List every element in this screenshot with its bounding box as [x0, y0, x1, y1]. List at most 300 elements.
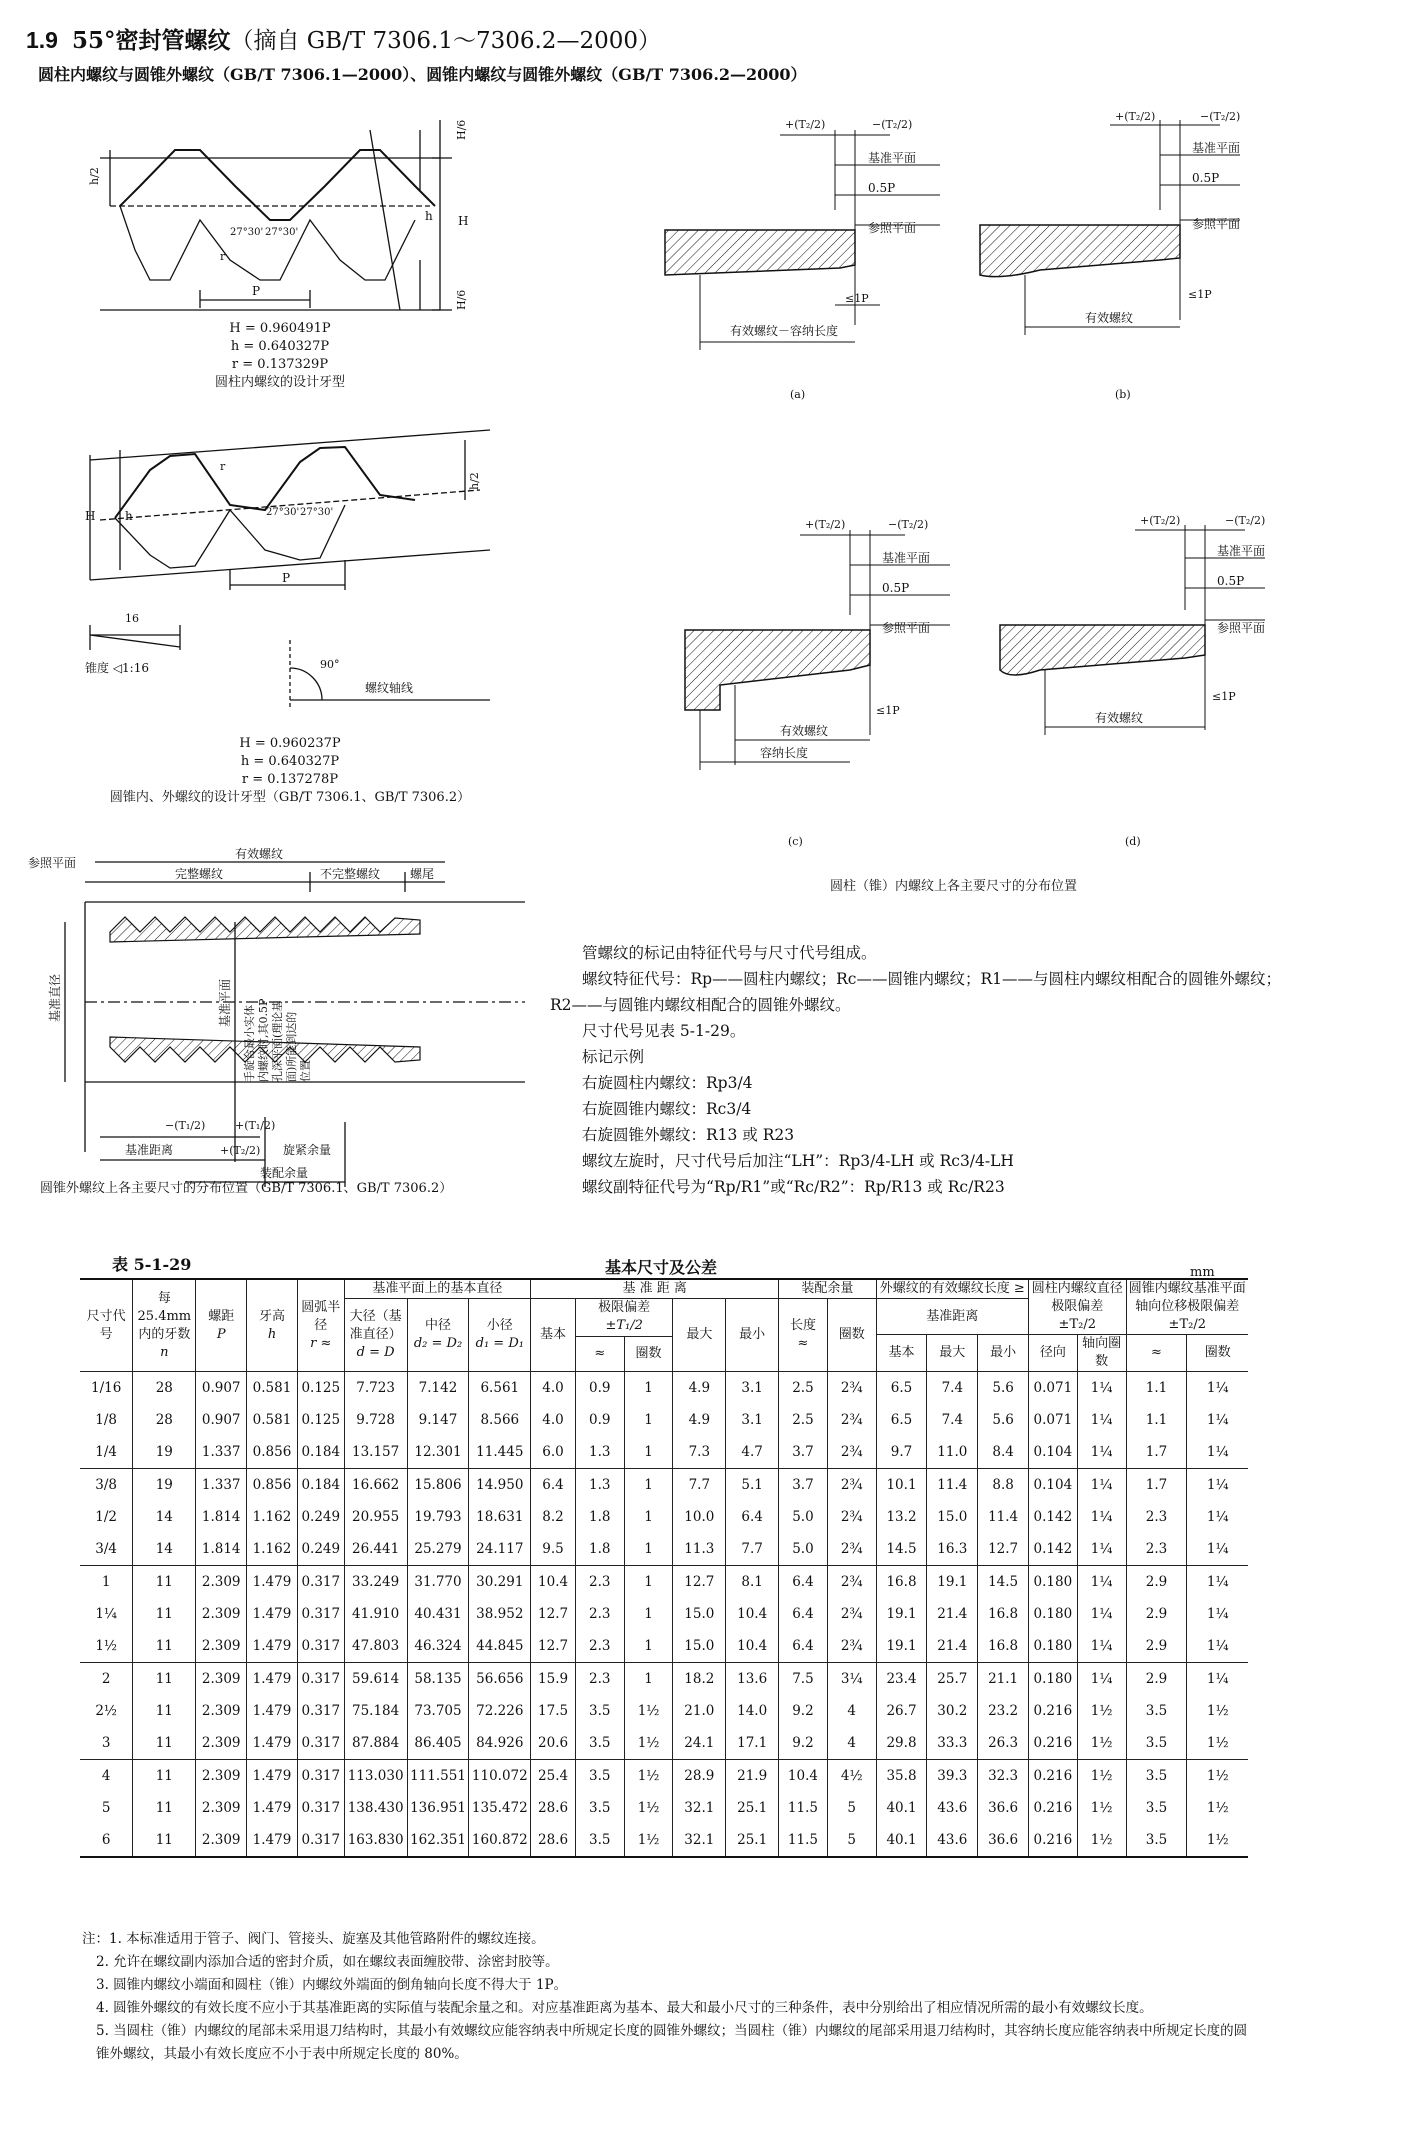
table-cell: 1: [624, 1436, 673, 1469]
table-cell: 0.249: [297, 1533, 344, 1566]
table-cell: 0.856: [247, 1469, 298, 1502]
table-cell: 1½: [624, 1695, 673, 1727]
table-cell: 2.309: [196, 1695, 247, 1727]
table-cell: 15.0: [673, 1598, 726, 1630]
taper-angle2-label: 27°30': [300, 507, 334, 518]
table-cell: 46.324: [407, 1630, 469, 1663]
table-cell: 4: [827, 1695, 876, 1727]
table-cell: 21.4: [927, 1630, 978, 1663]
r-label: r: [220, 250, 226, 263]
table-cell: 20.6: [531, 1727, 576, 1760]
cyl-formulas: [150, 320, 410, 392]
table-cell: 19.793: [407, 1501, 469, 1533]
taper-h-half-label: h/2: [468, 472, 481, 490]
table-cell: 3.7: [779, 1436, 828, 1469]
table-cell: 8.566: [469, 1404, 531, 1436]
table-cell: 4.9: [673, 1404, 726, 1436]
c-ref-plane: 参照平面: [882, 621, 931, 635]
table-cell: 25.279: [407, 1533, 469, 1566]
table-cell: 84.926: [469, 1727, 531, 1760]
table-row: [80, 1630, 1248, 1663]
note-1: 注：1. 本标准适用于管子、阀门、管接头、旋塞及其他管路附件的螺纹连接。: [82, 1931, 545, 1947]
table-cell: 1½: [624, 1792, 673, 1824]
a-less-p: ≤1P: [845, 292, 869, 305]
table-cell: 18.2: [673, 1663, 726, 1696]
section-number: 1.9: [26, 27, 58, 53]
table-cell: 0.9: [575, 1372, 624, 1405]
table-cell: 18.631: [469, 1501, 531, 1533]
th-length: [779, 1299, 828, 1372]
note-3: 3. 圆锥内螺纹小端面和圆柱（锥）内螺纹外端面的倒角轴向长度不得大于 1P。: [96, 1977, 568, 1993]
table-cell: 1¼: [1077, 1663, 1126, 1696]
ext-base-dist: 基准距离: [125, 1143, 174, 1157]
table-cell: 36.6: [978, 1792, 1029, 1824]
table-cell: 110.072: [469, 1760, 531, 1793]
table-cell: 6.0: [531, 1436, 576, 1469]
table-cell: 38.952: [469, 1598, 531, 1630]
th-size-text: 尺寸代号: [86, 1308, 126, 1342]
h-half-label: h/2: [88, 167, 101, 185]
table-cell: 23.2: [978, 1695, 1029, 1727]
table-cell: 15.0: [927, 1501, 978, 1533]
d-base-plane: 基准平面: [1217, 544, 1266, 558]
table-cell: 3.1: [726, 1404, 779, 1436]
th-dev: [575, 1299, 673, 1337]
P-label: P: [252, 284, 261, 298]
table-cell: 135.472: [469, 1792, 531, 1824]
table-row: [80, 1436, 1248, 1469]
ext-tail: 螺尾: [410, 867, 435, 881]
page-title: [26, 22, 661, 55]
cyl-formula-h: h = 0.640327P: [230, 339, 330, 354]
table-cell: 1¼: [1077, 1404, 1126, 1436]
table-cell: 0.581: [247, 1372, 298, 1405]
table-cell: 8.4: [978, 1436, 1029, 1469]
th-tpi-text: 每25.4mm内的牙数: [137, 1290, 192, 1342]
th-basic-text: 基本: [540, 1327, 567, 1342]
table-cell: 1½: [624, 1727, 673, 1760]
table-cell: 0.907: [196, 1404, 247, 1436]
th-base-dia: [344, 1279, 531, 1299]
table-cell: 0.071: [1029, 1372, 1078, 1405]
table-cell: 1½: [1187, 1824, 1248, 1857]
table-cell: 1.7: [1126, 1469, 1187, 1502]
th-minor-sym: d₁ = D₁: [475, 1336, 524, 1351]
th-major: [344, 1299, 407, 1372]
table-cell: 6.4: [779, 1598, 828, 1630]
th-basic: [531, 1299, 576, 1372]
table-cell: 10.4: [531, 1566, 576, 1599]
th-pitch: [196, 1279, 247, 1372]
table-row: [80, 1760, 1248, 1793]
table-cell: 0.317: [297, 1727, 344, 1760]
table-cell: 2.309: [196, 1727, 247, 1760]
table-cell: 2.309: [196, 1663, 247, 1696]
internal-position-figures: [640, 110, 1420, 900]
th-major-text: 大径（基准直径）: [349, 1309, 402, 1342]
table-cell: 12.301: [407, 1436, 469, 1469]
table-row: [80, 1727, 1248, 1760]
table-cell: 21.9: [726, 1760, 779, 1793]
table-cell: 33.249: [344, 1566, 407, 1599]
diagram-c: [685, 518, 950, 848]
table-cell: 1.7: [1126, 1436, 1187, 1469]
table-row: [80, 1533, 1248, 1566]
table-cell: 8.8: [978, 1469, 1029, 1502]
ext-note-line-1: 手旋合最小实体: [243, 1005, 256, 1082]
table-cell: 4: [827, 1727, 876, 1760]
th-minor-text: 小径: [486, 1318, 513, 1333]
table-cell: 0.216: [1029, 1727, 1078, 1760]
table-cell: 7.7: [673, 1469, 726, 1502]
table-cell: 7.723: [344, 1372, 407, 1405]
table-head: [80, 1279, 1248, 1372]
table-cell: 4: [80, 1760, 133, 1793]
table-cell: 136.951: [407, 1792, 469, 1824]
table-row: [80, 1695, 1248, 1727]
table-cell: 1.479: [247, 1760, 298, 1793]
th-basic2-text: 基本: [888, 1345, 915, 1360]
table-cell: 13.6: [726, 1663, 779, 1696]
table-cell: 0.9: [575, 1404, 624, 1436]
marking-section: [550, 940, 1382, 1200]
table-cell: 2.309: [196, 1760, 247, 1793]
th-approx-text: ≈: [594, 1345, 606, 1361]
ext-note-line-5: 位置: [299, 1060, 312, 1082]
taper-16-label: 16: [125, 612, 139, 625]
table-cell: 25.7: [927, 1663, 978, 1696]
table-cell: 2.3: [575, 1566, 624, 1599]
b-tol-plus: +(T₂/2): [1115, 110, 1156, 123]
table-cell: 1.479: [247, 1824, 298, 1857]
table-cell: 7.142: [407, 1372, 469, 1405]
th-turns-text: 圈数: [635, 1345, 662, 1361]
table-cell: 5: [80, 1792, 133, 1824]
table-cell: 3.5: [575, 1792, 624, 1824]
table-cell: 3.5: [575, 1695, 624, 1727]
table-cell: 2.9: [1126, 1566, 1187, 1599]
table-cell: 1½: [1077, 1727, 1126, 1760]
table-cell: 0.180: [1029, 1630, 1078, 1663]
table-cell: 0.317: [297, 1630, 344, 1663]
table-cell: 6.4: [531, 1469, 576, 1502]
table-cell: 6.561: [469, 1372, 531, 1405]
table-cell: 0.856: [247, 1436, 298, 1469]
table-unit: mm: [1190, 1265, 1215, 1280]
table-cell: 5: [827, 1824, 876, 1857]
table-cell: 14.5: [876, 1533, 927, 1566]
table-cell: 0.317: [297, 1695, 344, 1727]
table-cell: 113.030: [344, 1760, 407, 1793]
table-cell: 9.2: [779, 1727, 828, 1760]
th-max2-text: 最大: [939, 1345, 966, 1360]
d-eff-len: 有效螺纹: [1095, 711, 1144, 725]
ext-caption: 圆锥外螺纹上各主要尺寸的分布位置（GB/T 7306.1、GB/T 7306.2）: [40, 1181, 453, 1196]
table-cell: 3.5: [1126, 1727, 1187, 1760]
table-cell: 2¾: [827, 1566, 876, 1599]
b-tol-minus: −(T₂/2): [1200, 110, 1241, 123]
table-cell: 7.3: [673, 1436, 726, 1469]
th-height-text: 牙高: [259, 1308, 286, 1324]
table-cell: 24.1: [673, 1727, 726, 1760]
th-cyl-tol-text: 圆柱内螺纹直径极限偏差 ±T₂/2: [1031, 1281, 1123, 1332]
th-radial-text: 径向: [1039, 1345, 1066, 1360]
th-radial: [1029, 1335, 1078, 1372]
th-axial-text: 轴向圈数: [1082, 1336, 1122, 1369]
table-cell: 12.7: [673, 1566, 726, 1599]
table-cell: 7.5: [779, 1663, 828, 1696]
H6-top-label: H/6: [455, 119, 468, 140]
a-ref-plane: 参照平面: [868, 221, 917, 235]
c-tol-plus: +(T₂/2): [805, 518, 846, 531]
th-radius-sym: r ≈: [310, 1335, 332, 1351]
th-tpi: [133, 1279, 196, 1372]
table-cell: 1: [80, 1566, 133, 1599]
th-pitch-dia-sym: d₂ = D₂: [413, 1336, 463, 1351]
table-cell: 9.728: [344, 1404, 407, 1436]
table-cell: 32.1: [673, 1792, 726, 1824]
table-cell: 1.814: [196, 1533, 247, 1566]
th-max-text: 最大: [686, 1327, 713, 1342]
table-cell: 3.5: [1126, 1760, 1187, 1793]
d-tol-minus: −(T₂/2): [1225, 514, 1266, 527]
table-cell: 1: [624, 1469, 673, 1502]
notes-section: [82, 1928, 1252, 2066]
table-cell: 1¼: [1077, 1566, 1126, 1599]
table-cell: 138.430: [344, 1792, 407, 1824]
diagram-a: [665, 118, 940, 401]
table-cell: 2¾: [827, 1533, 876, 1566]
table-cell: 0.317: [297, 1566, 344, 1599]
table-cell: 2.3: [575, 1663, 624, 1696]
table-cell: 3: [80, 1727, 133, 1760]
table-cell: 1¼: [1187, 1598, 1248, 1630]
th-cone-tol: [1126, 1279, 1248, 1335]
table-cell: 0.317: [297, 1760, 344, 1793]
table-cell: 12.7: [978, 1533, 1029, 1566]
table-cell: 39.3: [927, 1760, 978, 1793]
ext-ref-plane: 参照平面: [28, 856, 77, 870]
table-cell: 163.830: [344, 1824, 407, 1857]
table-cell: 1.479: [247, 1695, 298, 1727]
table-cell: 10.0: [673, 1501, 726, 1533]
ext-assembly: 装配余量: [260, 1166, 309, 1180]
table-cell: 40.431: [407, 1598, 469, 1630]
table-cell: 11: [133, 1566, 196, 1599]
table-cell: 3/4: [80, 1533, 133, 1566]
table-cell: 2.309: [196, 1792, 247, 1824]
title-suffix: （摘自 GB/T 7306.1～7306.2—2000）: [230, 28, 661, 54]
table-cell: 40.1: [876, 1824, 927, 1857]
table-cell: 36.6: [978, 1824, 1029, 1857]
marking-line-10: 螺纹副特征代号为“Rp/R1”或“Rc/R2”：Rp/R13 或 Rc/R23: [582, 1178, 1005, 1196]
table-cell: 2¾: [827, 1372, 876, 1405]
table-cell: 11: [133, 1824, 196, 1857]
table-cell: 1: [624, 1663, 673, 1696]
table-cell: 2.9: [1126, 1663, 1187, 1696]
table-cell: 73.705: [407, 1695, 469, 1727]
th-turns-a: [827, 1299, 876, 1372]
table-cell: 1.814: [196, 1501, 247, 1533]
d-label: (d): [1125, 835, 1141, 848]
th-pitch-dia-text: 中径: [425, 1318, 452, 1333]
table-cell: 1.1: [1126, 1372, 1187, 1405]
th-dev-text: 极限偏差: [598, 1300, 651, 1316]
table-cell: 1¼: [1077, 1501, 1126, 1533]
a-eff-len: 有效螺纹－容纳长度: [730, 324, 839, 338]
table-cell: 47.803: [344, 1630, 407, 1663]
marking-line-4: 尺寸代号见表 5-1-29。: [582, 1022, 746, 1040]
th-height-sym: h: [267, 1326, 277, 1342]
taper-profile-figure: [70, 410, 510, 710]
table-cell: 15.806: [407, 1469, 469, 1502]
table-row: [80, 1501, 1248, 1533]
table-cell: 5.0: [779, 1533, 828, 1566]
table-cell: 26.7: [876, 1695, 927, 1727]
table-cell: 2.309: [196, 1566, 247, 1599]
cyl-caption: 圆柱内螺纹的设计牙型: [214, 375, 345, 390]
table-cell: 16.3: [927, 1533, 978, 1566]
table-cell: 1/8: [80, 1404, 133, 1436]
table-cell: 25.4: [531, 1760, 576, 1793]
taper-formula-H: H = 0.960237P: [239, 736, 341, 751]
table-cell: 24.117: [469, 1533, 531, 1566]
table-cell: 14: [133, 1533, 196, 1566]
table-cell: 3.5: [575, 1824, 624, 1857]
table-cell: 160.872: [469, 1824, 531, 1857]
table-cell: 0.142: [1029, 1501, 1078, 1533]
table-cell: 11: [133, 1695, 196, 1727]
d-less-p: ≤1P: [1212, 690, 1236, 703]
table-cell: 8.1: [726, 1566, 779, 1599]
th-height: [247, 1279, 298, 1372]
table-cell: 8.2: [531, 1501, 576, 1533]
table-cell: 0.216: [1029, 1824, 1078, 1857]
table-cell: 0.317: [297, 1824, 344, 1857]
ext-base-plane: 基准平面: [218, 978, 232, 1027]
table-cell: 10.4: [726, 1598, 779, 1630]
table-row: [80, 1824, 1248, 1857]
table-cell: 0.581: [247, 1404, 298, 1436]
table-cell: 1.3: [575, 1469, 624, 1502]
taper-r-label: r: [220, 460, 226, 473]
table-cell: 1½: [624, 1760, 673, 1793]
table-cell: 56.656: [469, 1663, 531, 1696]
c-tol-minus: −(T₂/2): [888, 518, 929, 531]
table-cell: 21.1: [978, 1663, 1029, 1696]
table-cell: 16.662: [344, 1469, 407, 1502]
table-cell: 32.1: [673, 1824, 726, 1857]
table-cell: 1/16: [80, 1372, 133, 1405]
table-cell: 1.1: [1126, 1404, 1187, 1436]
table-cell: 1½: [1187, 1792, 1248, 1824]
th-basic2: [876, 1335, 927, 1372]
taper-formula-h: h = 0.640327P: [240, 754, 340, 769]
marking-line-1: 管螺纹的标记由特征代号与尺寸代号组成。: [582, 944, 877, 962]
table-cell: 11: [133, 1663, 196, 1696]
table-cell: 4.0: [531, 1372, 576, 1405]
table-cell: 19.1: [927, 1566, 978, 1599]
table-id: 表 5-1-29: [112, 1255, 192, 1274]
table-cell: 75.184: [344, 1695, 407, 1727]
table-cell: 0.125: [297, 1404, 344, 1436]
table-cell: 44.845: [469, 1630, 531, 1663]
c-cont-len: 容纳长度: [760, 746, 809, 760]
taper-caption: 圆锥内、外螺纹的设计牙型（GB/T 7306.1、GB/T 7306.2）: [109, 790, 471, 805]
table-cell: 15.9: [531, 1663, 576, 1696]
table-cell: 2.9: [1126, 1630, 1187, 1663]
table-cell: 1¼: [1077, 1372, 1126, 1405]
table-cell: 1: [624, 1501, 673, 1533]
ext-note-line-4: 面)所能到达的: [285, 1011, 298, 1082]
marking-line-8: 右旋圆锥外螺纹：R13 或 R23: [582, 1126, 795, 1144]
table-cell: 111.551: [407, 1760, 469, 1793]
table-cell: 1.479: [247, 1598, 298, 1630]
table-cell: 21.4: [927, 1598, 978, 1630]
table-cell: 11.5: [779, 1792, 828, 1824]
table-cell: 1/2: [80, 1501, 133, 1533]
table-cell: 16.8: [876, 1566, 927, 1599]
table-cell: 16.8: [978, 1630, 1029, 1663]
table-cell: 2.3: [1126, 1533, 1187, 1566]
table-cell: 5.0: [779, 1501, 828, 1533]
b-eff-len: 有效螺纹: [1085, 311, 1134, 325]
table-caption: 基本尺寸及公差: [605, 1258, 718, 1277]
th-length-text: 长度: [789, 1318, 816, 1333]
table-cell: 1.337: [196, 1469, 247, 1502]
table-cell: 7.4: [927, 1372, 978, 1405]
table-cell: 2½: [80, 1695, 133, 1727]
table-cell: 9.147: [407, 1404, 469, 1436]
th-dev-sym: ±T₁/2: [605, 1318, 643, 1334]
table-cell: 5.6: [978, 1372, 1029, 1405]
c-half-p: 0.5P: [882, 581, 910, 595]
table-cell: 1.3: [575, 1436, 624, 1469]
table-cell: 6.4: [726, 1501, 779, 1533]
table-cell: 2.309: [196, 1630, 247, 1663]
th-pitch-text: 螺距: [208, 1308, 235, 1324]
table-cell: 19.1: [876, 1598, 927, 1630]
th-turns: [624, 1336, 673, 1371]
th-max2: [927, 1335, 978, 1372]
table-cell: 1½: [1187, 1695, 1248, 1727]
d-ref-plane: 参照平面: [1217, 621, 1266, 635]
diagram-b: [980, 110, 1240, 401]
table-cell: 28: [133, 1404, 196, 1436]
table-cell: 2¾: [827, 1501, 876, 1533]
table-cell: 3.5: [1126, 1792, 1187, 1824]
th-radius: [297, 1279, 344, 1372]
table-cell: 1/4: [80, 1436, 133, 1469]
cyl-profile-figure: [80, 110, 480, 320]
table-cell: 1¼: [1187, 1533, 1248, 1566]
table-cell: 1¼: [1187, 1404, 1248, 1436]
ext-note-line-2: 内螺纹时,其0.5P: [257, 998, 270, 1082]
angle2-label: 27°30': [265, 227, 299, 238]
table-cell: 2¾: [827, 1598, 876, 1630]
table-cell: 0.317: [297, 1663, 344, 1696]
th-minor: [469, 1299, 531, 1372]
ext-tol-minus: −(T₁/2): [165, 1119, 206, 1132]
table-cell: 1¼: [1187, 1663, 1248, 1696]
th-base-dist2: [876, 1299, 1028, 1335]
table-cell: 4½: [827, 1760, 876, 1793]
table-cell: 35.8: [876, 1760, 927, 1793]
taper-angle1-label: 27°30': [266, 507, 300, 518]
taper-90-label: 90°: [320, 658, 340, 671]
th-min: [726, 1299, 779, 1372]
ext-complete: 完整螺纹: [175, 867, 224, 881]
